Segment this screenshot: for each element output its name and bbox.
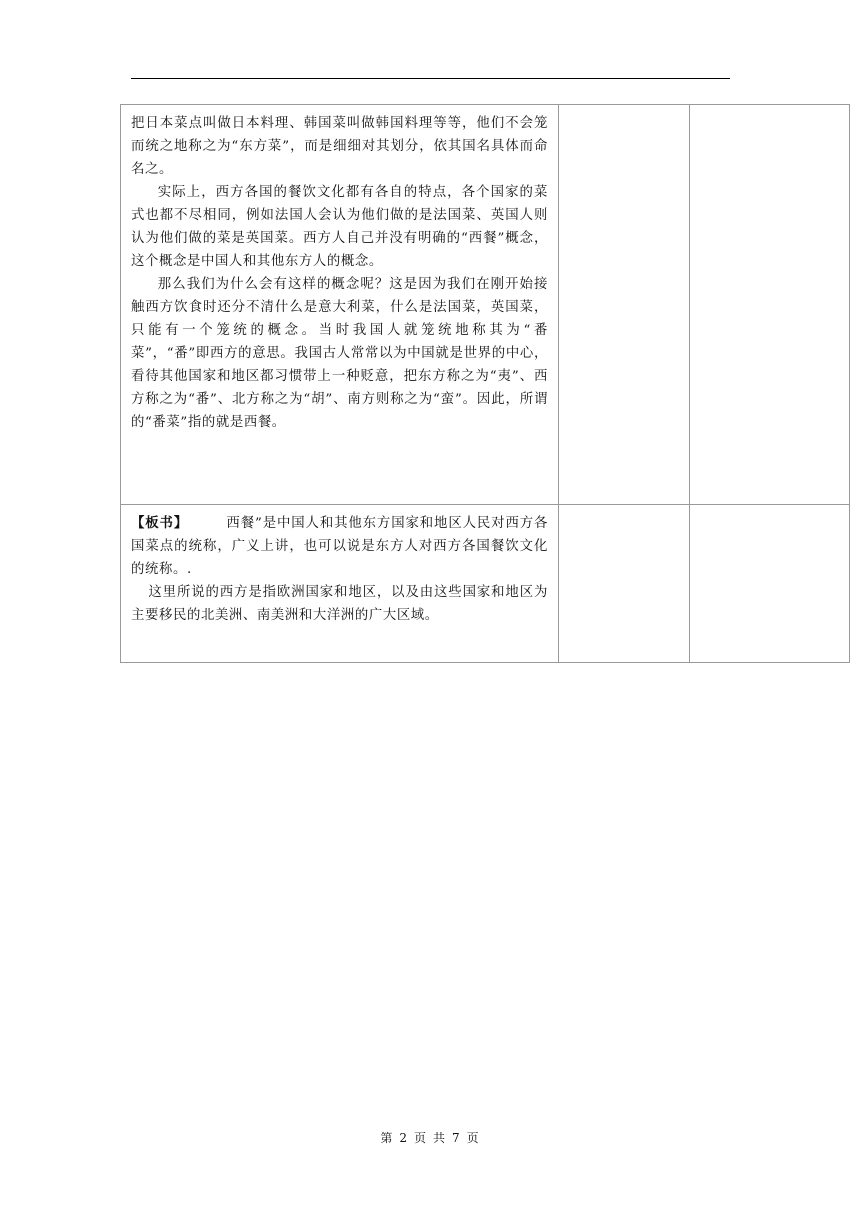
lesson-table	[120, 104, 850, 663]
empty-cell	[690, 105, 850, 505]
blackboard-label: 【板书】	[131, 515, 189, 531]
paragraph: 这里所说的西方是指欧洲国家和地区，以及由这些国家和地区为主要移民的北美洲、南美洲和大洋洲的广大区域。	[131, 585, 548, 623]
page-label: 共	[433, 1131, 447, 1145]
page-label: 页	[466, 1131, 480, 1145]
blackboard-paragraph	[131, 512, 548, 581]
table-row	[121, 505, 850, 663]
blackboard-text: 西餐”是中国人和其他东方国家和地区人民对西方各国菜点的统称，广义上讲，也可以说是东方人对西方各国餐饮文化的统称。.	[131, 516, 548, 577]
page-total: 7	[452, 1131, 461, 1145]
header-rule	[131, 78, 730, 79]
empty-cell	[559, 105, 690, 505]
page-label: 页	[413, 1131, 427, 1145]
paragraph: 那么我们为什么会有这样的概念呢？这是因为我们在刚开始接触西方饮食时还分不清什么是意大利菜，什么是法国菜，英国菜，只能有一个笼统的概念。当时我国人就笼统地称其为“番菜”，“番”即西方的意思。我国古人常常以为中国就是世界的中心，看待其他国家和地区都习惯带上一种贬意，把东方称之为“夷”、西方称之为“番”、北方称之为“胡”、南方则称之为“蛮”。因此，所谓的“番菜”指的就是西餐。	[131, 277, 548, 430]
content-cell	[121, 505, 559, 663]
paragraph: 把日本菜点叫做日本料理、韩国菜叫做韩国料理等等，他们不会笼而统之地称之为“东方菜”，而是细细对其划分，依其国名具体而命名之。	[131, 116, 548, 177]
paragraph: 实际上，西方各国的餐饮文化都有各自的特点，各个国家的菜式也都不尽相同，例如法国人会认为他们做的是法国菜、英国人则认为他们做的菜是英国菜。西方人自己并没有明确的“西餐”概念，这个概念是中国人和其他东方人的概念。	[131, 185, 548, 269]
table-row	[121, 105, 850, 505]
empty-cell	[559, 505, 690, 663]
page-number: 2	[399, 1131, 408, 1145]
content-cell	[121, 105, 559, 505]
empty-cell	[690, 505, 850, 663]
page-footer	[0, 1129, 860, 1146]
page-label: 第	[380, 1131, 394, 1145]
